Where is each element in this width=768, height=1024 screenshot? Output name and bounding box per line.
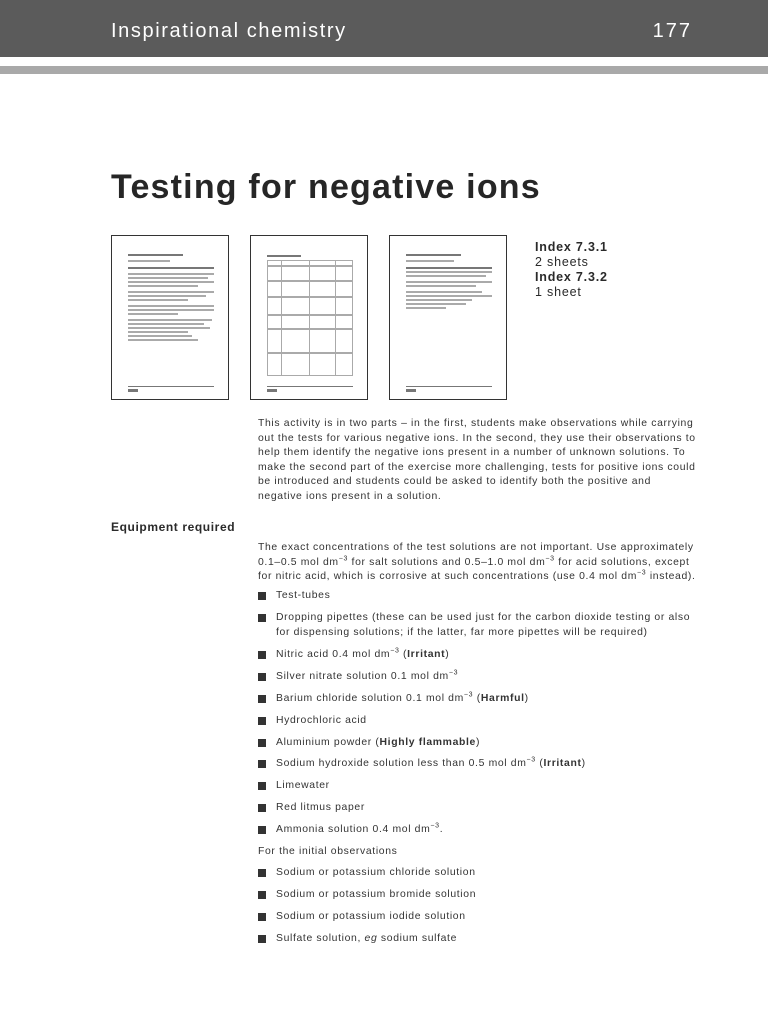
header-divider xyxy=(0,66,768,74)
bullet-square-icon xyxy=(258,592,266,600)
list-item: Silver nitrate solution 0.1 mol $dm^{-3}$ xyxy=(258,670,698,685)
bullet-square-icon xyxy=(258,782,266,790)
list-item: Nitric acid 0.4 mol $dm^{-3}$ (Irritant) xyxy=(258,648,698,663)
bullet-square-icon xyxy=(258,826,266,834)
list-item: Barium chloride solution 0.1 mol $dm^{-3}$ (Harmful) xyxy=(258,692,698,707)
worksheet-thumbnail-3 xyxy=(389,235,507,400)
concentration-note: The exact concentrations of the test solutions are not important. Use approximately 0.1–0.5 mol $dm^{-3}$ for salt solutions and 0.5–1.0 mol $dm^{-3}$ for acid solutions, except for nitric acid, which is corrosive at such concentrations (use 0.4 mol $dm^{-3}$ instead). xyxy=(258,542,696,583)
equipment-list xyxy=(258,589,698,845)
bullet-square-icon xyxy=(258,869,266,877)
bullet-square-icon xyxy=(258,673,266,681)
list-item: Sodium or potassium chloride solution xyxy=(258,866,698,881)
list-item: Ammonia solution 0.4 mol $dm^{-3}$. xyxy=(258,823,698,838)
bullet-square-icon xyxy=(258,717,266,725)
initial-observations-heading: For the initial observations xyxy=(258,846,398,857)
equipment-heading: Equipment required xyxy=(111,520,236,534)
list-item: Dropping pipettes (these can be used just for the carbon dioxide testing or also for dispensing solutions; if the latter, far more pipettes will be required) xyxy=(258,611,698,640)
book-title: Inspirational chemistry xyxy=(111,20,347,42)
index-detail-2: 1 sheet xyxy=(535,285,582,299)
bullet-square-icon xyxy=(258,804,266,812)
list-item: Sodium or potassium bromide solution xyxy=(258,888,698,903)
bullet-square-icon xyxy=(258,651,266,659)
page-title: Testing for negative ions xyxy=(111,168,541,206)
index-label-2: Index 7.3.2 xyxy=(535,270,608,284)
initial-observations-list xyxy=(258,866,698,954)
bullet-square-icon xyxy=(258,760,266,768)
list-item: Sodium hydroxide solution less than 0.5 mol $dm^{-3}$ (Irritant) xyxy=(258,757,698,772)
index-references xyxy=(535,240,608,300)
bullet-square-icon xyxy=(258,935,266,943)
page-number: 177 xyxy=(652,20,692,42)
list-item: Aluminium powder (Highly flammable) xyxy=(258,736,698,751)
list-item: Sodium or potassium iodide solution xyxy=(258,910,698,925)
list-item: Sulfate solution, eg sodium sulfate xyxy=(258,932,698,947)
bullet-square-icon xyxy=(258,739,266,747)
worksheet-thumbnail-2 xyxy=(250,235,368,400)
bullet-square-icon xyxy=(258,614,266,622)
bullet-square-icon xyxy=(258,913,266,921)
list-item: Hydrochloric acid xyxy=(258,714,698,729)
index-label-1: Index 7.3.1 xyxy=(535,240,608,254)
header-bar xyxy=(0,0,768,57)
bullet-square-icon xyxy=(258,891,266,899)
intro-paragraph: This activity is in two parts – in the first, students make observations while carrying out the tests for various negative ions. In the second, they use their observations to help them identify the negative ions present in a number of unknown solutions. To make the second part of the exercise more challenging, tests for positive ions could be introduced and students could be asked to identify both the positive and negative ions present in a solution. xyxy=(258,418,696,502)
list-item: Test-tubes xyxy=(258,589,698,604)
worksheet-thumbnail-1 xyxy=(111,235,229,400)
index-detail-1: 2 sheets xyxy=(535,255,589,269)
list-item: Limewater xyxy=(258,779,698,794)
bullet-square-icon xyxy=(258,695,266,703)
list-item: Red litmus paper xyxy=(258,801,698,816)
